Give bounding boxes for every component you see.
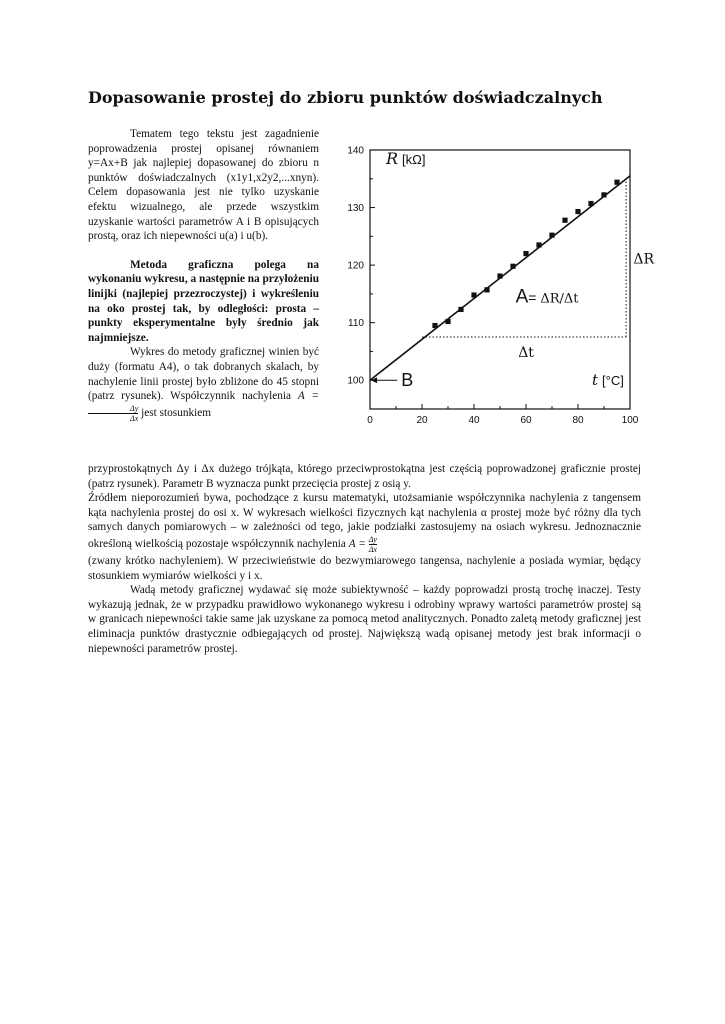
data-point — [614, 180, 619, 185]
fraction-dy-dx — [88, 404, 138, 423]
delta-t-label: Δt — [518, 345, 534, 362]
data-point — [471, 292, 476, 297]
fraction-dy-dx-body — [369, 535, 377, 554]
x-tick-label: 40 — [468, 415, 480, 426]
y-tick-label: 110 — [348, 318, 364, 330]
data-point — [484, 287, 489, 292]
data-point — [510, 264, 515, 269]
body-paragraph-2 — [88, 491, 641, 554]
y-tick-label: 140 — [347, 145, 364, 157]
page-title: Dopasowanie prostej do zbioru punktów doświadczalnych — [88, 88, 603, 107]
delta-r-label: ΔR — [633, 251, 655, 268]
data-point — [536, 242, 541, 247]
fraction-numerator-body: Δy — [368, 534, 377, 544]
data-point — [562, 218, 567, 223]
formula-a-lhs: A = — [297, 390, 319, 403]
x-tick-label: 80 — [572, 415, 584, 426]
formula-a-body: A = — [348, 538, 366, 551]
intro-paragraph-1: Tematem tego tekstu jest zagadnienie poprowadzenia prostej opisanej równaniem y=Ax+B jak najlepiej dopasowanej do zbioru n punktów doświadczalnych (x1y1,x2y2,...xnyn). Celem dopasowania jest nie tylko uzyskanie efektu wizualnego, ale przede wszystkim uzyskanie wartości parametrów A i B opisujących prostą, oraz ich niepewności u(a) i u(b). — [88, 128, 319, 243]
x-tick-label: 0 — [367, 415, 373, 426]
data-point — [588, 201, 593, 206]
slope-formula: A= ΔR/Δt — [515, 286, 579, 308]
body-paragraph-4: Wadą metody graficznej wydawać się może subiektywność – każdy poprowadzi prostą trochę inaczej. Testy wykazują jednak, że w przypadku prawidłowo wykonanego wykresu i odrobiny wprawy wartości parametrów prostej są w granicach niepewności takie same jak uzyskane za pomocą metod analitycznych. Ponadto zaletą metody graficznej jest eliminacja punktów drastycznie odbiegających od prostej. Największą wadą opisanej metody jest brak informacji o niepewności parametrów prostej. — [88, 584, 641, 655]
data-point — [458, 307, 463, 312]
resistance-temperature-chart — [340, 138, 655, 433]
data-point — [432, 323, 437, 328]
intro-paragraph-2: Metoda graficzna polega na wykonaniu wykresu, a następnie na przyłożeniu linijki (najlepiej przezroczystej) i wykreśleniu na oko prostej tak, by odległości: prosta – punkty eksperymentalne były średnio jak najmniejsze. — [88, 258, 319, 344]
x-tick-label: 20 — [416, 415, 428, 426]
data-point — [445, 319, 450, 324]
intro-paragraph-3 — [88, 345, 319, 422]
fraction-denominator: Δx — [130, 413, 139, 423]
y-tick-label: 120 — [347, 260, 364, 272]
body-text — [88, 462, 641, 656]
data-point — [601, 192, 606, 197]
body-p2-text: Źródłem nieporozumień bywa, pochodzące z kursu matematyki, utożsamianie współczynnika nachylenia z tangensem kąta nachylenia prostej do osi x. W wykresach wielkości fizycznych kąt nachylenia α prostej może być różny dla tych samych danych pomiarowych – w zależności od tego, jakie podziałki zastosujemy na osiach wykresu. Jednoznacznie określoną wielkością pozostaje współczynnik nachylenia — [88, 492, 641, 551]
fraction-numerator: Δy — [88, 404, 138, 414]
body-paragraph-1: przyprostokątnych Δy i Δx dużego trójkąta, którego przeciwprostokątna jest częścią poprowadzonej graficznie prostej (patrz rysunek). Parametr B wyznacza punkt przecięcia prostej z osią y. — [88, 463, 641, 490]
data-point — [575, 209, 580, 214]
y-axis-label: R [kΩ] — [386, 149, 426, 168]
intro-column — [88, 127, 319, 423]
fraction-denominator-body: Δx — [368, 544, 377, 554]
x-tick-label: 60 — [520, 415, 532, 426]
data-point — [523, 251, 528, 256]
intro-p3-text: Wykres do metody graficznej winien być duży (formatu A4), o tak dobranych skalach, by nachylenie linii prostej było zbliżone do 45 stopni (patrz rysunek). Współczynnik nachylenia — [88, 346, 319, 403]
data-point — [497, 273, 502, 278]
y-tick-label: 130 — [347, 203, 364, 215]
y-tick-label: 100 — [347, 375, 364, 387]
body-paragraph-3: (zwany krótko nachyleniem). W przeciwieństwie do bezwymiarowego tangensa, nachylenie a posiada wymiar, będący stosunkiem wymiarów wielkości y i x. — [88, 554, 641, 582]
x-axis-label: t [°C] — [592, 371, 624, 389]
data-point — [549, 233, 554, 238]
intro-p3-after: jest stosunkiem — [141, 406, 212, 419]
x-tick-label: 100 — [621, 415, 639, 426]
b-label: B — [401, 370, 414, 391]
